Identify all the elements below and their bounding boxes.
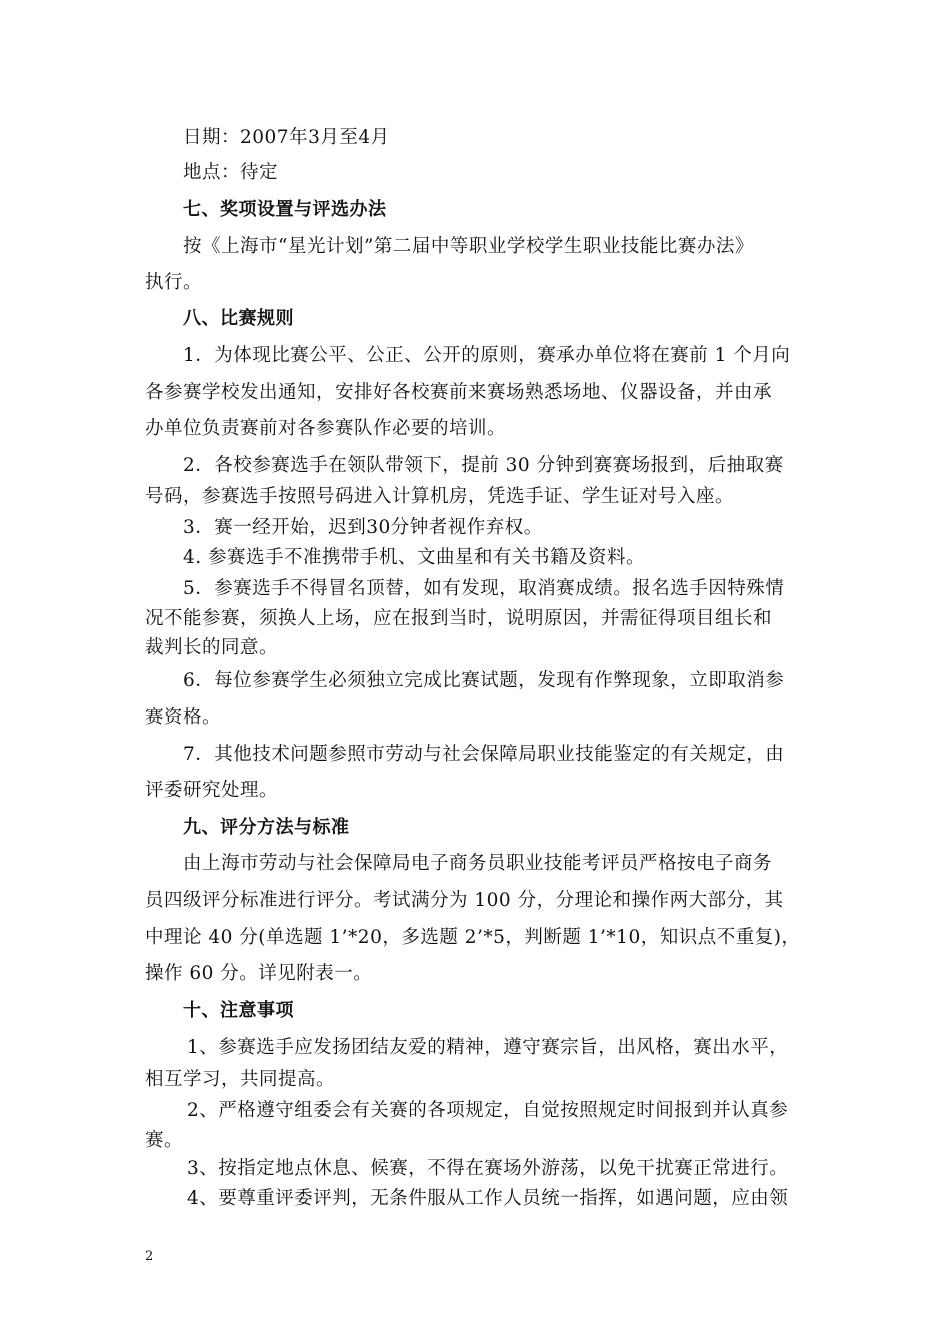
rule-item-7: 7．其他技术问题参照市劳动与社会保障局职业技能鉴定的有关规定，由	[183, 744, 785, 765]
section-heading-scoring: 九、评分方法与标准	[183, 817, 350, 838]
note-item-2: 2、严格遵守组委会有关赛的各项规定，自觉按照规定时间报到并认真参	[187, 1100, 789, 1121]
rule-item-4: 4. 参赛选手不准携带手机、文曲星和有关书籍及资料。	[183, 547, 646, 568]
note-item-1: 1、参赛选手应发扬团结友爱的精神，遵守赛宗旨，出风格，赛出水平，	[187, 1037, 789, 1058]
date-line: 日期：2007年3月至4月	[183, 127, 390, 148]
paragraph-line: 赛资格。	[145, 707, 222, 728]
paragraph-line: 执行。	[145, 272, 203, 293]
rule-item-5: 5．参赛选手不得冒名顶替，如有发现，取消赛成绩。报名选手因特殊情	[183, 578, 785, 599]
paragraph-line: 办单位负责赛前对各参赛队作必要的培训。	[145, 418, 507, 439]
paragraph-line: 操作 60 分。详见附表一。	[145, 963, 373, 984]
page-number: 2	[145, 1249, 154, 1264]
rule-item-6: 6．每位参赛学生必须独立完成比赛试题，发现有作弊现象，立即取消参	[183, 670, 785, 691]
rule-item-3: 3．赛一经开始，迟到30分钟者视作弃权。	[183, 517, 543, 538]
section-heading-notes: 十、注意事项	[183, 1000, 294, 1021]
rule-item-2: 2．各校参赛选手在领队带领下，提前 30 分钟到赛赛场报到，后抽取赛	[183, 455, 784, 476]
paragraph-line: 赛。	[145, 1130, 184, 1151]
paragraph-line: 各参赛学校发出通知，安排好各校赛前来赛场熟悉场地、仪器设备，并由承	[145, 382, 773, 403]
location-line: 地点：待定	[183, 162, 279, 183]
paragraph-line: 由上海市劳动与社会保障局电子商务员职业技能考评员严格按电子商务	[183, 853, 773, 874]
paragraph-line: 裁判长的同意。	[145, 637, 279, 658]
paragraph-line: 员四级评分标准进行评分。考试满分为 100 分，分理论和操作两大部分，其	[145, 890, 784, 911]
section-heading-rules: 八、比赛规则	[183, 308, 294, 329]
rule-item-1: 1．为体现比赛公平、公正、公开的原则，赛承办单位将在赛前 1 个月向	[183, 345, 791, 366]
paragraph-line: 中理论 40 分(单选题 1’*20，多选题 2’*5，判断题 1’*10，知识点不重复)，	[145, 927, 801, 948]
note-item-3: 3、按指定地点休息、候赛，不得在赛场外游荡，以免干扰赛正常进行。	[187, 1158, 789, 1179]
section-heading-awards: 七、奖项设置与评选办法	[183, 199, 387, 220]
paragraph-line: 按《上海市“星光计划”第二届中等职业学校学生职业技能比赛办法》	[183, 236, 754, 257]
paragraph-line: 况不能参赛，须换人上场，应在报到当时，说明原因，并需征得项目组长和	[145, 608, 773, 629]
paragraph-line: 相互学习，共同提高。	[145, 1069, 336, 1090]
note-item-4: 4、要尊重评委评判，无条件服从工作人员统一指挥，如遇问题，应由领	[187, 1188, 789, 1209]
paragraph-line: 评委研究处理。	[145, 780, 279, 801]
paragraph-line: 号码，参赛选手按照号码进入计算机房，凭选手证、学生证对号入座。	[145, 486, 735, 507]
